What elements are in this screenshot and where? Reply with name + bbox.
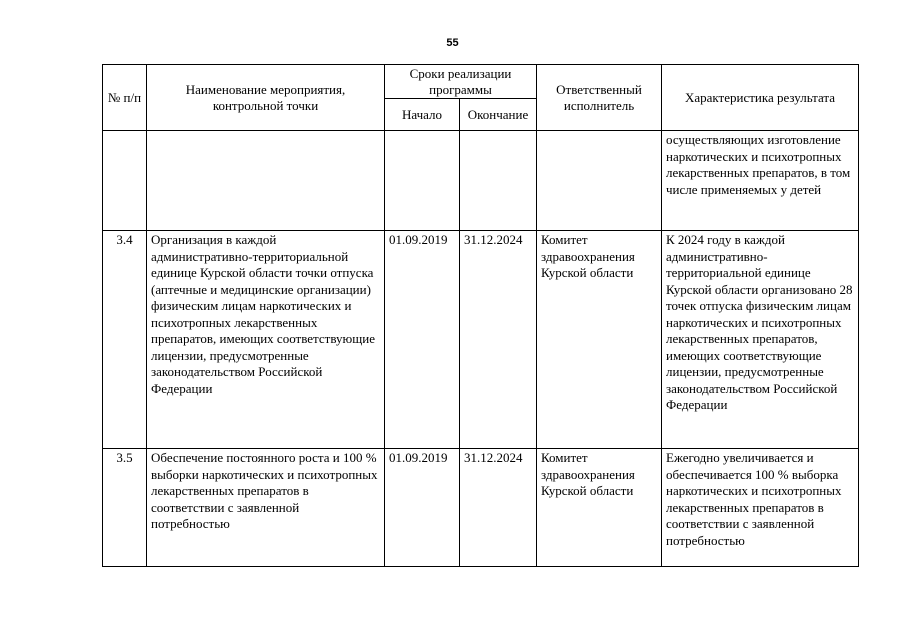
- header-number: № п/п: [103, 65, 147, 131]
- row-number: 3.4: [103, 231, 147, 449]
- header-activity-name: [147, 65, 385, 131]
- header-start: Начало: [385, 99, 460, 131]
- row-start-date: 01.09.2019: [385, 449, 460, 567]
- row-result: осуществляющих изготовление наркотических и психотропных лекарственных препаратов, в том числе применяемых у детей: [662, 131, 859, 231]
- row-end-date: [460, 131, 537, 231]
- table-row: [103, 449, 859, 567]
- row-start-date: 01.09.2019: [385, 231, 460, 449]
- page-number: 55: [446, 37, 459, 49]
- header-terms: Сроки реализации программы: [385, 65, 537, 99]
- header-activity-name-text: Наименование мероприятия, контрольной точки: [185, 82, 346, 113]
- row-activity-name: Организация в каждой административно-территориальной единице Курской области точки отпуска (аптечные и медицинские организации) физическим лицам наркотических и психотропных лекарственных препаратов, имеющих соответствующие лицензии, предусмотренные законодательством Российской Федерации: [147, 231, 385, 449]
- row-result: Ежегодно увеличивается и обеспечивается 100 % выборка наркотических и психотропных лекарственных препаратов в соответствии с заявленной потребностью: [662, 449, 859, 567]
- table-row: [103, 231, 859, 449]
- program-table: [102, 64, 859, 567]
- row-number: [103, 131, 147, 231]
- row-end-date: 31.12.2024: [460, 449, 537, 567]
- row-result: К 2024 году в каждой административно-территориальной единице Курской области организовано 28 точек отпуска физическим лицам наркотических и психотропных лекарственных препаратов, имеющих соответствующие лицензии, предусмотренные законодательством Российской Федерации: [662, 231, 859, 449]
- row-activity-name: [147, 131, 385, 231]
- header-end: Окончание: [460, 99, 537, 131]
- table-row: [103, 131, 859, 231]
- row-start-date: [385, 131, 460, 231]
- header-executor: Ответственный исполнитель: [537, 65, 662, 131]
- row-executor: Комитет здравоохранения Курской области: [537, 449, 662, 567]
- row-activity-name: Обеспечение постоянного роста и 100 % выборки наркотических и психотропных лекарственных препаратов в соответствии с заявленной потребностью: [147, 449, 385, 567]
- row-number: 3.5: [103, 449, 147, 567]
- header-result: Характеристика результата: [662, 65, 859, 131]
- row-executor: [537, 131, 662, 231]
- row-end-date: 31.12.2024: [460, 231, 537, 449]
- row-executor: Комитет здравоохранения Курской области: [537, 231, 662, 449]
